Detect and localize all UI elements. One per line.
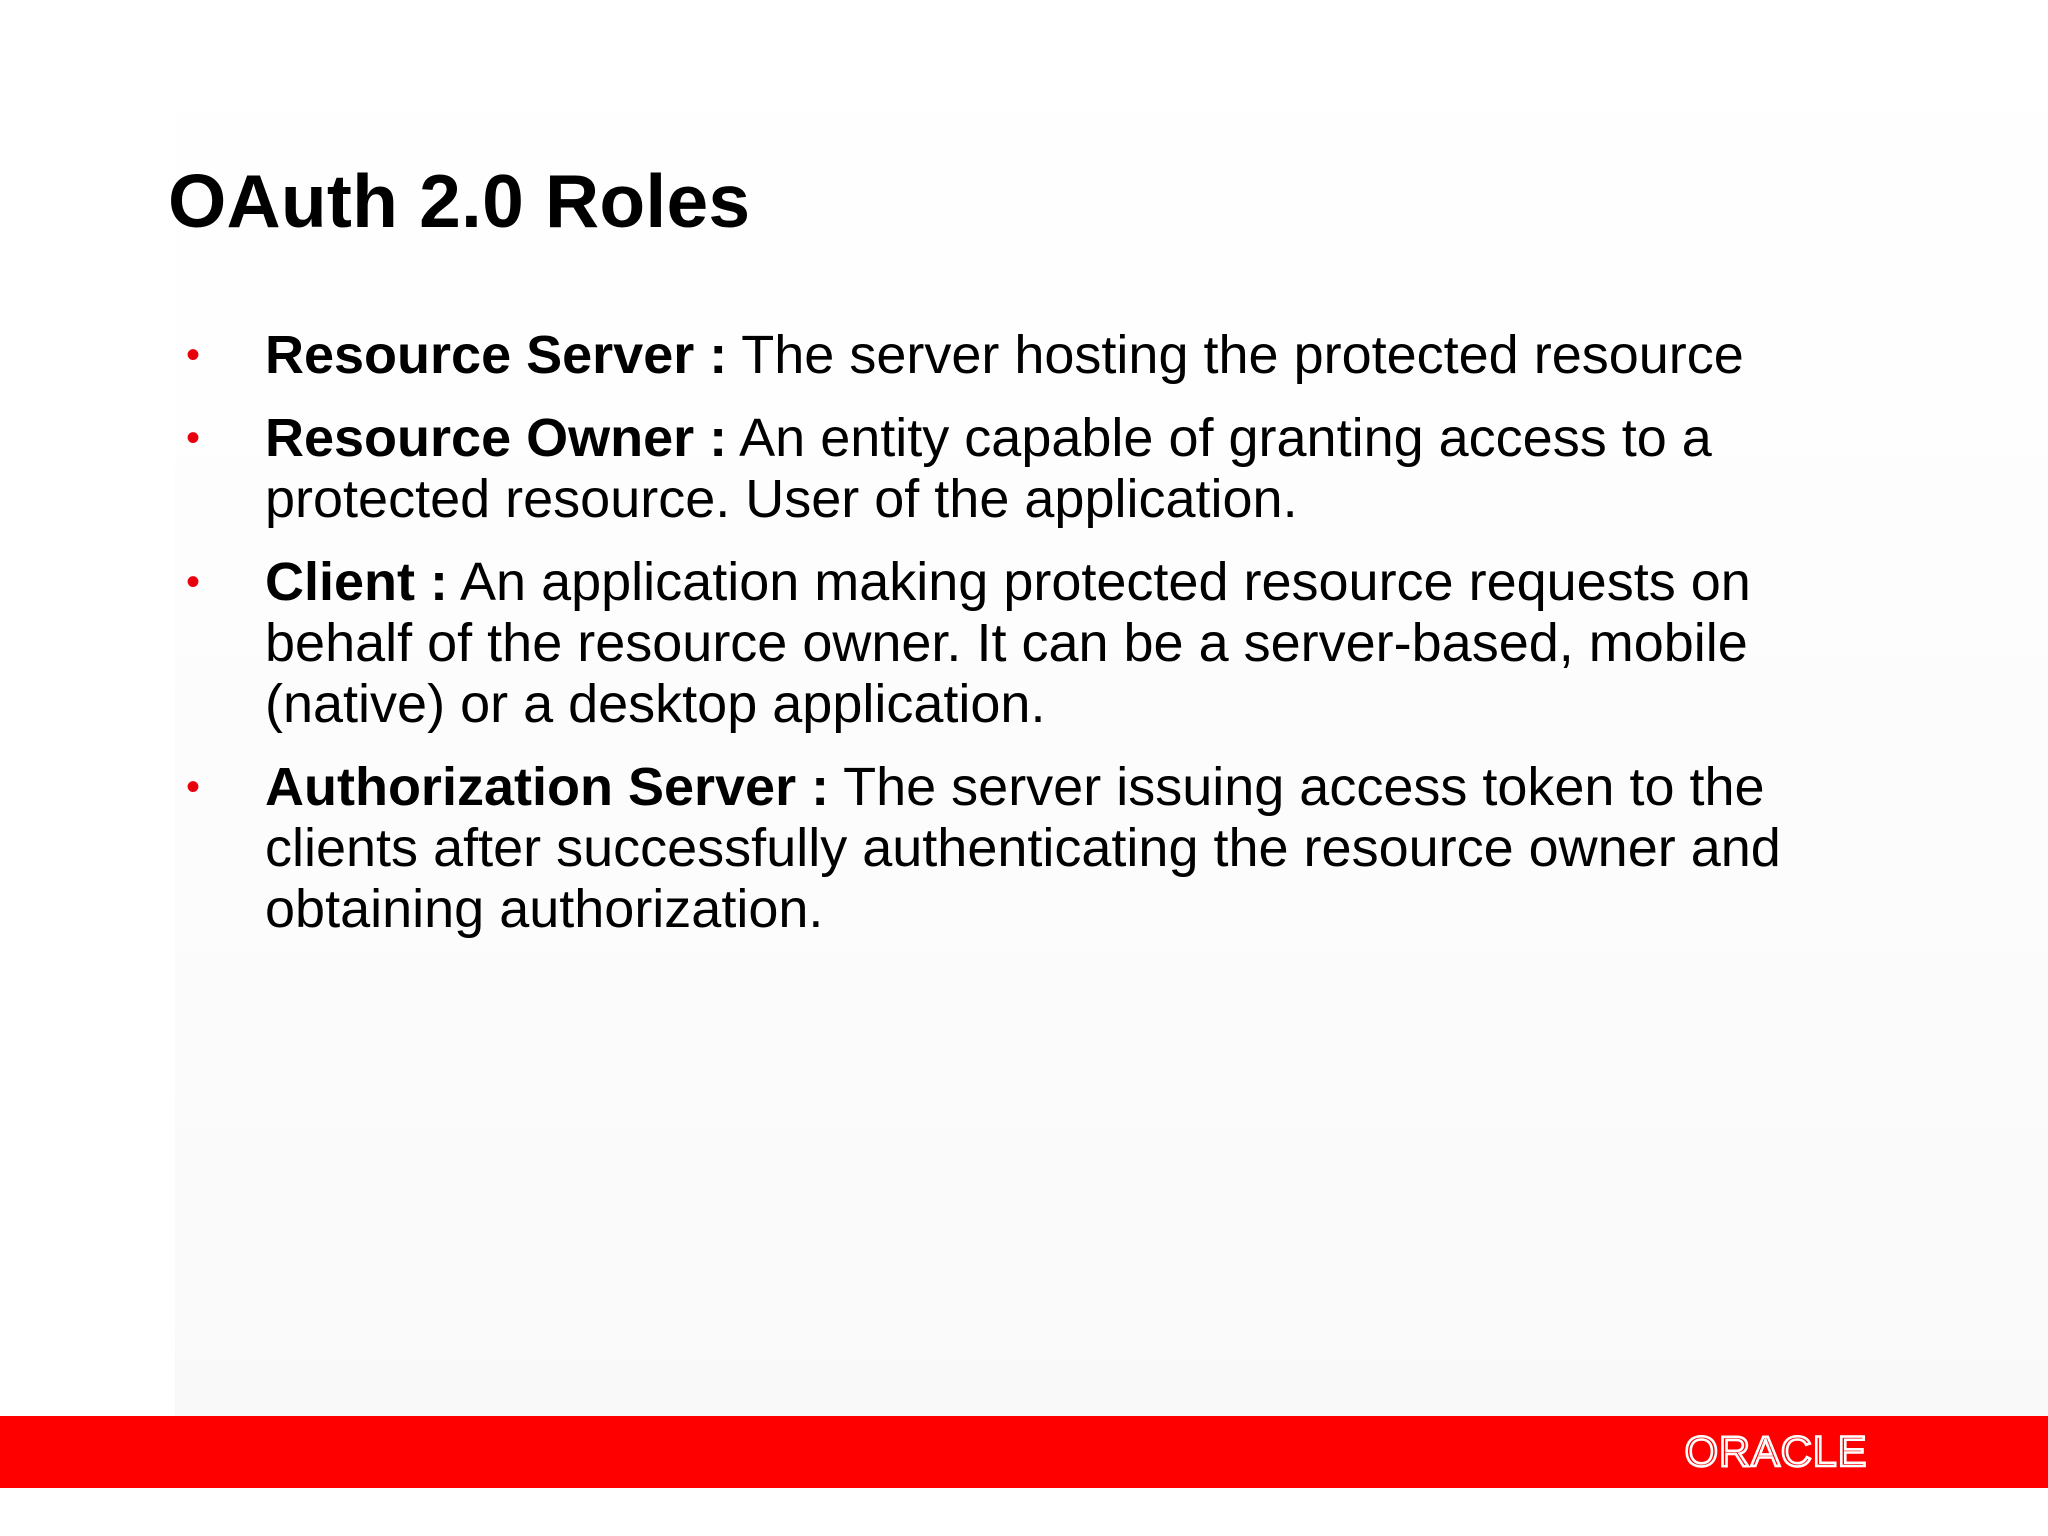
bullet-text: The server hosting the protected resource: [727, 325, 1744, 385]
bullet-icon: •: [186, 333, 201, 377]
slide-title: OAuth 2.0 Roles: [168, 159, 751, 243]
bullet-item-client: [180, 552, 1880, 735]
bullet-term: Authorization Server :: [265, 757, 830, 817]
bullet-item-authorization-server: [180, 757, 1880, 940]
bullet-icon: •: [186, 416, 201, 460]
bullet-icon: •: [186, 560, 201, 604]
bullet-list: [180, 325, 1880, 962]
bullet-icon: •: [186, 765, 201, 809]
bullet-text: An entity capable of granting access to a protected resource. User of the application.: [265, 408, 1712, 529]
bullet-item-resource-server: [180, 325, 1880, 386]
oracle-logo: [1668, 1430, 1884, 1474]
bullet-text: An application making protected resource requests on behalf of the resource owner. It can be a server-based, mobile (native) or a desktop application.: [265, 552, 1751, 734]
bullet-term: Resource Owner :: [265, 408, 728, 468]
footer-bar: [0, 1416, 2048, 1488]
bullet-term: Resource Server :: [265, 325, 728, 385]
bullet-text: The server issuing access token to the clients after successfully authenticating the resource owner and obtaining authorization.: [265, 757, 1781, 939]
bullet-item-resource-owner: [180, 408, 1880, 530]
svg-text:ORACLE: ORACLE: [1684, 1430, 1868, 1474]
bullet-term: Client :: [265, 552, 448, 612]
